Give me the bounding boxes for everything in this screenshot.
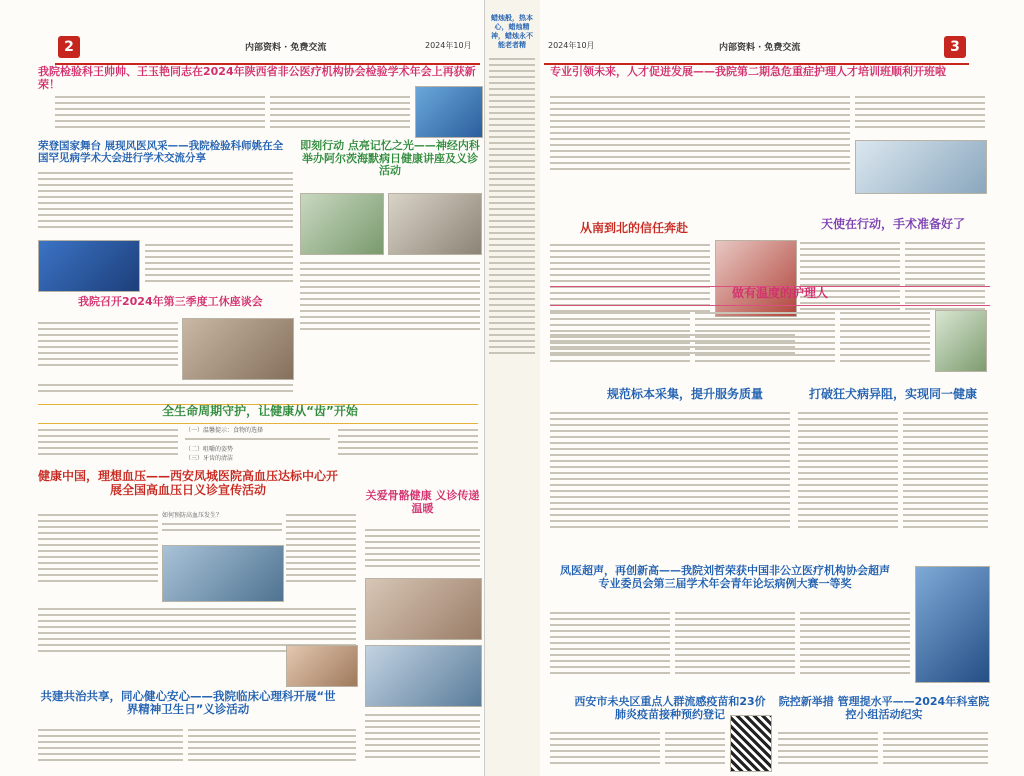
headline-trust: 从南到北的信任奔赴 [580,221,689,235]
subhead: 如何预防高血压发生？ [162,512,223,519]
headline-forum: 我院召开2024年第三季度工休座谈会 [78,295,263,308]
psych-clinic-photo [365,645,482,707]
headline-surgery: 天使在行动，手术准备好了 [820,217,965,231]
article-text [903,408,988,558]
article-text [365,710,480,772]
article-text [286,510,356,600]
headline-bone-health: 关爱骨骼健康 义诊传递温暖 [365,489,480,515]
headline-mental-health: 共建共治共享，同心健心安心——我院临床心理科开展“世界精神卫生日”义诊活动 [40,689,336,717]
publication-label: 内部资料 · 免费交流 [245,43,327,53]
article-text [675,608,795,693]
article-text [38,510,158,600]
subhead: （一）温馨提示：食物的选择 [185,427,264,434]
right-page-header [544,33,969,65]
bp-clinic-photo [162,545,284,602]
clinic-photo [388,193,482,255]
bone-clinic-photo [365,578,482,640]
headline-specimen: 规范标本采集，提升服务质量 [606,387,763,401]
article-text [38,425,178,465]
headline-dental: 全生命周期守护，让健康从“齿”开始 [162,404,358,418]
article-text [550,408,790,558]
gutter-text [489,54,535,754]
gutter-column [489,14,535,774]
page-number: 3 [944,36,966,58]
article-text [38,318,178,380]
article-text [550,92,850,192]
gutter-title: 蜡烛般，热本心，蜡烛精神，蜡烛永不能老者精 [491,14,533,50]
left-page [0,0,484,776]
article-text [798,408,898,558]
headline-infection-control: 院控新举措 管理提水平——2024年科室院控小组活动纪实 [778,695,990,721]
dental-tips [185,425,330,465]
left-page-header [55,33,480,65]
article-text [695,308,835,378]
nurse-photo [935,310,987,372]
issue-date: 2024年10月 [425,41,472,50]
article-text [38,380,293,400]
article-text [550,608,670,693]
headline-rare-disease: 荣登国家舞台 展现风医风采——我院检验科师姚在全国罕见病学术大会进行学术交流分享 [38,140,284,165]
headline-warm-nursing: 做有温度的护理人 [731,286,828,300]
issue-date: 2024年10月 [548,41,595,50]
oral-care-photo [286,645,358,687]
article-text [800,608,910,693]
qr-code [730,715,772,772]
article-text [145,240,293,290]
article-text [38,168,293,238]
article-text [550,308,690,378]
article-text [55,92,265,136]
headline-hypertension: 健康中国，理想血压——西安凤城医院高血压达标中心开展全国高血压日义诊宣传活动 [38,469,339,497]
article-text [883,728,988,773]
conference-photo [38,240,140,292]
right-page [540,0,1024,776]
article-text [840,308,930,378]
subhead: （三）牙齿的清洁 [185,455,234,462]
subhead: （二）咀嚼的姿势 [185,446,234,453]
publication-label: 内部资料 · 免费交流 [719,43,801,53]
article-text [778,728,878,773]
page-number: 2 [58,36,80,58]
article-text [338,425,478,465]
headline-vaccine: 西安市未央区重点人群流感疫苗和23价肺炎疫苗接种预约登记 [574,695,766,721]
article-text [365,525,480,575]
award-ceremony-photo [915,566,990,683]
article-text [270,92,410,136]
article-text [855,92,985,137]
article-text [550,728,660,773]
headline-ultrasound: 凤医超声，再创新高——我院刘哲荣获中国非公立医疗机构协会超声专业委员会第三届学术年会青年论坛病例大赛一等奖 [560,564,890,590]
article-text [300,258,480,348]
hypertension-sidebar [162,510,282,540]
training-photo [855,140,987,194]
headline-alzheimer: 即刻行动 点亮记忆之光——神经内科举办阿尔茨海默病日健康讲座及义诊活动 [300,139,480,178]
article-text [188,725,356,773]
headline-rabies: 打破狂犬病异阻，实现同一健康 [808,387,977,401]
meeting-photo [182,318,294,380]
award-photo [415,86,483,138]
headline-lab-award: 我院检验科王帅帅、王玉艳同志在2024年陕西省非公医疗机构协会检验学术年会上再获新荣！ [38,65,476,91]
lecture-photo [300,193,384,255]
headline-nursing-training: 专业引领未来，人才促进发展——我院第二期急危重症护理人才培训班顺利开班啦 [550,65,946,78]
article-text [38,725,183,773]
article-text [665,728,725,773]
